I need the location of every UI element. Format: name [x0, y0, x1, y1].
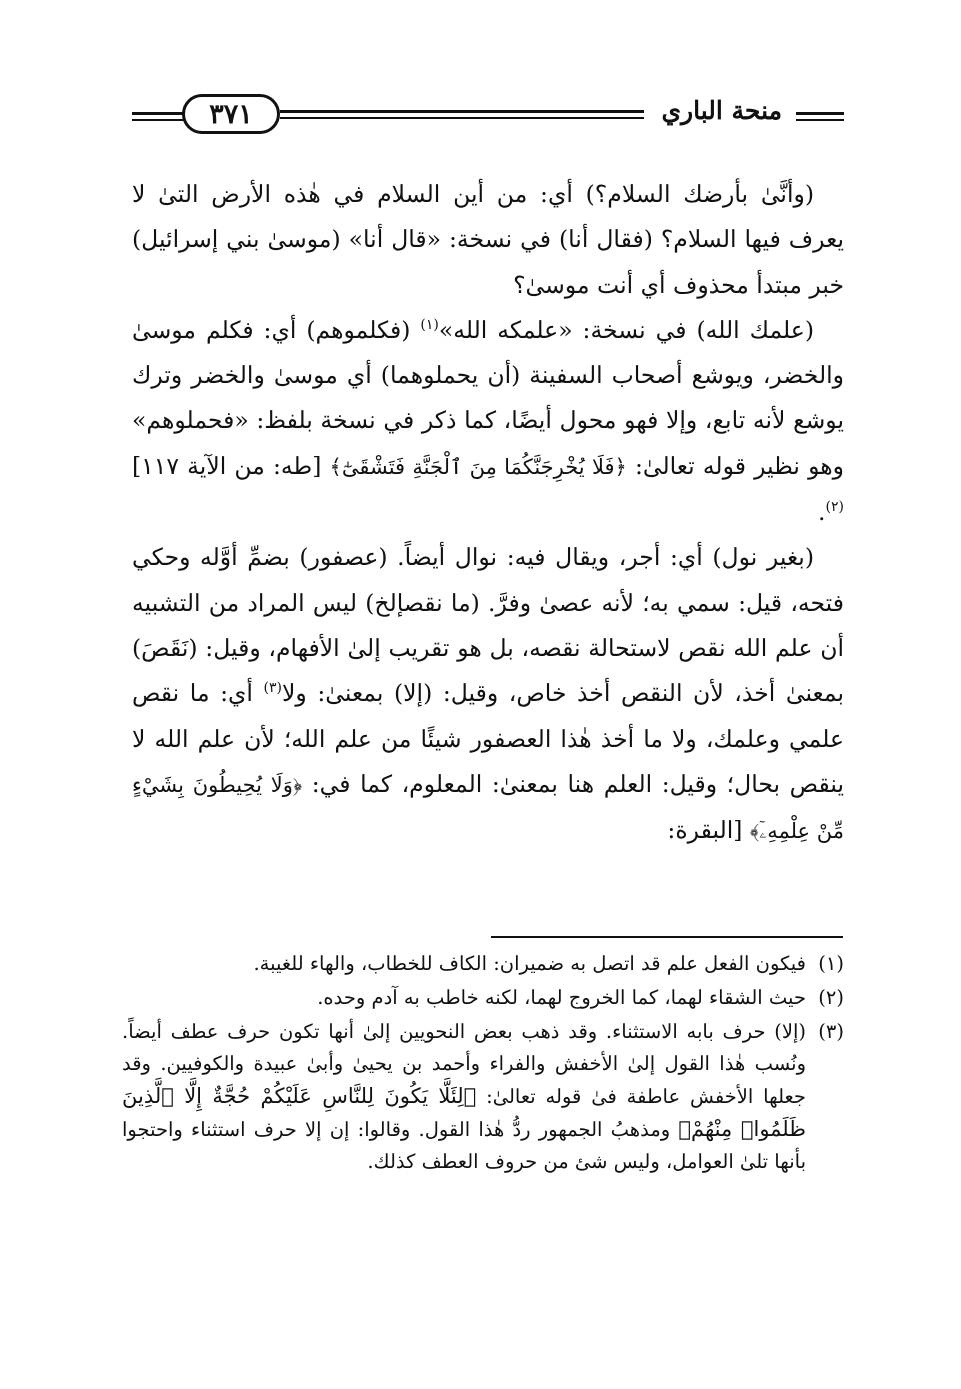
footnote-text: [122, 1016, 806, 1178]
footnote-ref-3[interactable]: (٣): [263, 680, 283, 697]
footnote-1: [122, 948, 844, 980]
header-rule-left: [132, 112, 184, 115]
paragraph-2-text-a: (علمك الله) في نسخة: «علمكه الله»: [438, 315, 814, 344]
footnote-number: (١): [818, 952, 844, 975]
footnote-3-text-b: ومذهبُ الجمهور ردُّ هٰذا القول. وقالوا: إن إلا حرف استثناء واحتجوا بأنها تلىٰ العوامل، وليس شئ من حروف العطف كذلك.: [122, 1118, 806, 1173]
page-number-badge: [182, 94, 280, 134]
verse-citation-taha: [طه: من الآية ١١٧]: [132, 451, 330, 480]
paragraph-1: (وأنَّىٰ بأرضك السلام؟) أي: من أين السلام في هٰذه الأرض التىٰ لا يعرف فيها السلام؟ (فقال أنا) في نسخة: «قال أنا» (موسىٰ بني إسرائيل) خبر مبتدأ محذوف أي أنت موسىٰ؟: [132, 180, 844, 299]
paragraph-2-text-b: (فكلموهم) أي: فكلم موسىٰ والخضر، ويوشع أصحاب السفينة (أن يحملوهما) أي موسىٰ والخضر وترك يوشع لأنه تابع، وإلا فهو محول أيضًا، كما ذكر في نسخة بلفظ: «فحملوهم» وهو نظير قوله تعالىٰ:: [132, 315, 844, 480]
footnote-ref-2[interactable]: (٢): [825, 499, 844, 516]
header-rule-right: [796, 112, 844, 115]
footnote-3-text-a: (إلا) حرف بابه الاستثناء. وقد ذهب بعض النحويين إلىٰ أنها تكون حرف عطف أيضاً. ونُسب هٰذا القول إلىٰ الأخفش والفراء وأحمد بن يحيىٰ وأبىٰ عبيدة والكوفيين. وقد جعلها الأخفش عاطفة فىٰ قوله تعالىٰ:: [122, 1020, 806, 1108]
quran-verse-baqara: ﴿وَلَا يُحِيطُونَ بِشَيْءٍ مِّنْ عِلْمِهِۦٓ﴾: [132, 772, 844, 844]
book-title: منحة الباري: [661, 96, 782, 125]
footnote-ref-1[interactable]: (١): [420, 317, 439, 334]
footnote-separator: [491, 936, 843, 938]
paragraph-2-end: .: [818, 498, 826, 527]
header-rule-middle: [280, 110, 644, 113]
footnote-number: (٣): [818, 1020, 844, 1043]
footnote-text: فيكون الفعل علم قد اتصل به ضميران: الكاف للخطاب، والهاء للغيبة.: [253, 952, 806, 975]
paragraph-2: [132, 308, 844, 535]
page-number: ٣٧١: [209, 98, 253, 130]
main-text: [132, 172, 844, 854]
running-header: [132, 88, 844, 146]
footnote-2: [122, 982, 844, 1014]
paragraph-3-text-b: أي: ما نقص علمي وعلمك، ولا ما أخذ هٰذا العصفور شيئًا من علم الله؛ لأن علم الله لا ينقص بحال؛ وقيل: العلم هنا بمعنىٰ: المعلوم، كما في:: [132, 679, 844, 798]
verse-citation-baqara: [البقرة:: [667, 816, 750, 845]
quran-verse-footnote: ﴿لِئَلَّا يَكُونَ لِلنَّاسِ عَلَيْكُمْ حُجَّةٌ إِلَّا ٱلَّذِينَ ظَلَمُوا۟ مِنْهُمْ﴾: [122, 1084, 806, 1141]
footnote-text: حيث الشقاء لهما، كما الخروج لهما، لكنه خاطب به آدم وحده.: [317, 986, 806, 1009]
footnote-number: (٢): [818, 986, 844, 1009]
paragraph-3-text-a: (بغير نول) أي: أجر، ويقال فيه: نوال أيضاً. (عصفور) بضمِّ أوَّله وحكي فتحه، قيل: سمي به؛ لأنه عصىٰ وفرَّ. (ما نقصإلخ) ليس المراد من التشبيه أن علم الله نقص لاستحالة نقصه، بل هو تقريب إلىٰ الأفهام، وقيل: (نَقَصَ) بمعنىٰ أخذ، لأن النقص أخذ خاص، وقيل: (إلا) بمعنىٰ: ولا: [132, 543, 844, 708]
quran-verse-taha: ﴿فَلَا يُخْرِجَنَّكُمَا مِنَ ٱلْجَنَّةِ فَتَشْقَىٰٓ﴾: [329, 454, 627, 479]
header-rule-middle-lower: [280, 117, 644, 119]
paragraph-3: [132, 535, 844, 854]
footnotes: [122, 948, 844, 1180]
footnote-3: [122, 1016, 844, 1178]
